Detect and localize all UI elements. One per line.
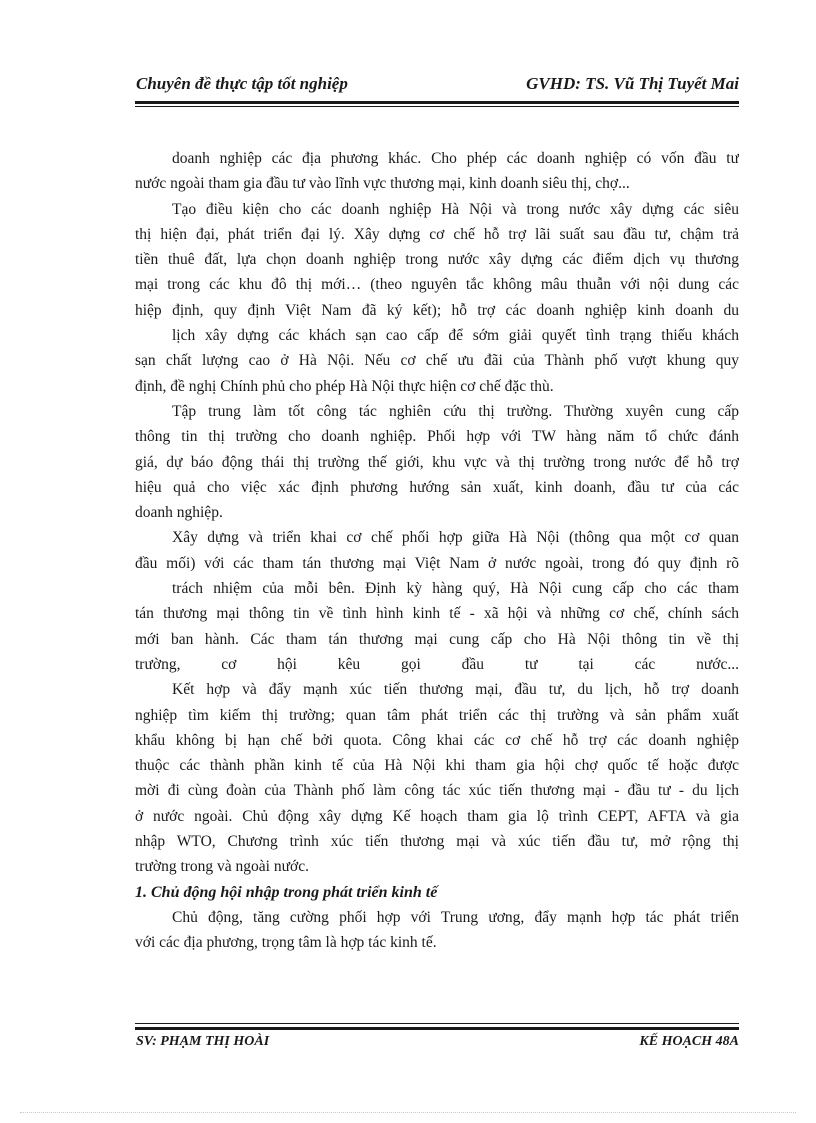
text-line: mại trong các khu đô thị mới… (theo nguyên tắc không mâu thuẫn với nội dung các [135,276,739,294]
section-heading: 1. Chủ động hội nhập trong phát triển kinh tế [135,883,438,901]
text-line: giá, dự báo động thái thị trường thế giới, khu vực và thị trường trong nước để hỗ trợ [135,453,739,471]
text-line: nghiệp tìm kiếm thị trường; quan tâm phát triển các thị trường và sản phẩm xuất [135,706,739,724]
text-line: hiệp định, quy định Việt Nam đã ký kết); hỗ trợ các doanh nghiệp kinh doanh du [135,301,739,319]
text-line: tán thương mại thông tin về tình hình kinh tế - xã hội và những cơ chế, chính sách [135,605,739,623]
text-line: Chủ động, tăng cường phối hợp với Trung ương, đẩy mạnh hợp tác phát triển [172,908,739,926]
text-line: doanh nghiệp. [135,504,223,522]
text-line: thị hiện đại, phát triển đại lý. Xây dựng cơ chế hỗ trợ lãi suất sau đầu tư, chậm trả [135,225,739,243]
text-line: lịch xây dựng các khách sạn cao cấp để sớm giải quyết tình trạng thiếu khách [172,327,739,345]
text-line: khẩu không bị hạn chế bởi quota. Công khai các cơ chế hỗ trợ các doanh nghiệp [135,731,739,749]
text-line: định, đề nghị Chính phủ cho phép Hà Nội thực hiện cơ chế đặc thù. [135,377,554,395]
text-line: ở nước ngoài. Chủ động xây dựng Kế hoạch tham gia lộ trình CEPT, AFTA và gia [135,807,739,825]
text-line: sạn chất lượng cao ở Hà Nội. Nếu cơ chế ưu đãi của Thành phố vượt khung quy [135,352,739,370]
header-title: Chuyên đề thực tập tốt nghiệp [136,74,348,93]
text-line: hiệu quả cho việc xác định phương hướng sản xuất, kinh doanh, đầu tư của các [135,478,739,496]
text-line: trách nhiệm của mỗi bên. Định kỳ hàng quý, Hà Nội cung cấp cho các tham [172,580,739,598]
text-line: nhập WTO, Chương trình xúc tiến thương mại và xúc tiến đầu tư, mở rộng thị [135,833,739,851]
text-line: đầu mối) với các tham tán thương mại Việt Nam ở nước ngoài, trong đó quy định rõ [135,554,739,572]
text-line: với các địa phương, trọng tâm là hợp tác kinh tế. [135,934,437,952]
text-line: nước ngoài tham gia đầu tư vào lĩnh vực thương mại, kinh doanh siêu thị, chợ... [135,175,630,193]
text-line: Tạo điều kiện cho các doanh nghiệp Hà Nội và trong nước xây dựng các siêu [172,200,739,218]
text-line: Xây dựng và triển khai cơ chế phối hợp giữa Hà Nội (thông qua một cơ quan [172,529,739,547]
body-text [135,146,739,956]
header-rule-thick [135,101,739,104]
text-line: thông tin thị trường cho doanh nghiệp. Phối hợp với TW hàng năm tổ chức đánh [135,428,739,446]
header-advisor: GVHD: TS. Vũ Thị Tuyết Mai [526,74,739,93]
text-line: doanh nghiệp các địa phương khác. Cho phép các doanh nghiệp có vốn đầu tư [172,150,739,167]
footer-student: SV: PHẠM THỊ HOÀI [136,1034,270,1049]
page-header [135,68,739,102]
text-line: Kết hợp và đẩy mạnh xúc tiến thương mại, đầu tư, du lịch, hỗ trợ doanh [172,681,739,699]
footer-rule-thin [135,1023,739,1024]
text-line: mời đi cùng đoàn của Thành phố làm công tác xúc tiến thương mại - đầu tư - du lịch [135,782,739,800]
text-line: trường, cơ hội kêu gọi đầu tư tại các nước... [135,655,739,673]
page-edge-dotted-line [20,1112,796,1113]
footer-rule-thick [135,1027,739,1030]
text-line: trường trong và ngoài nước. [135,858,309,876]
text-line: Tập trung làm tốt công tác nghiên cứu thị trường. Thường xuyên cung cấp [172,402,739,420]
header-rule-thin [135,106,739,107]
text-line: mới ban hành. Các tham tán thương mại cung cấp cho Hà Nội thông tin về thị [135,630,739,648]
text-line: thuộc các thành phần kinh tế của Hà Nội khi tham gia hội chợ quốc tế hoặc được [135,757,739,775]
text-line: tiền thuê đất, lựa chọn doanh nghiệp trong nước xây dựng các điểm dịch vụ thương [135,251,739,269]
page-footer [135,1032,739,1054]
footer-class: KẾ HOẠCH 48A [639,1034,739,1049]
